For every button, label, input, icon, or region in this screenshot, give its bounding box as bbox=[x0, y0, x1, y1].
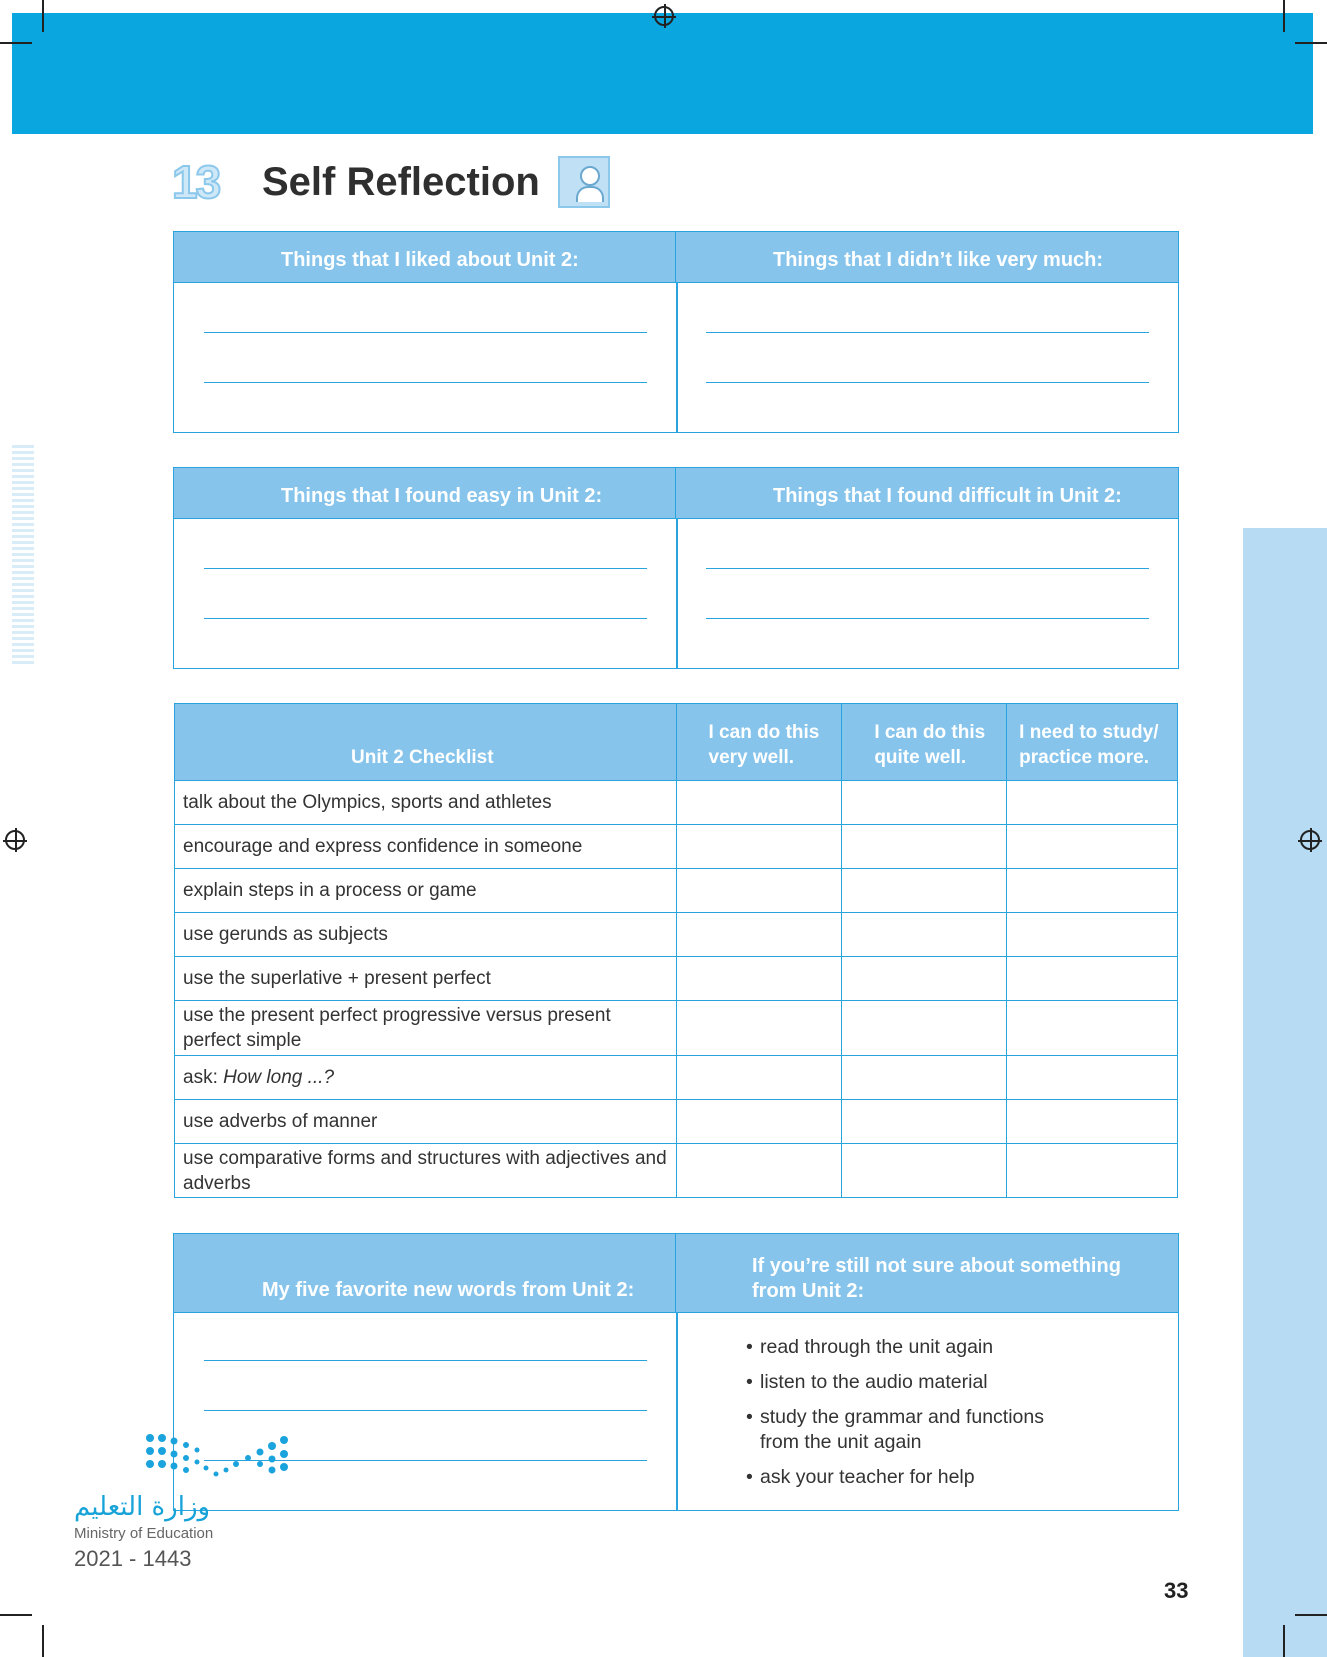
difficult-header: Things that I found difficult in Unit 2: bbox=[676, 468, 1178, 518]
checkbox-cell[interactable] bbox=[1007, 869, 1178, 913]
registration-mark-icon bbox=[5, 830, 25, 850]
checkbox-cell[interactable] bbox=[1007, 781, 1178, 825]
unit-checklist-table bbox=[174, 703, 1178, 1198]
writing-line[interactable] bbox=[706, 568, 1149, 569]
checkbox-cell[interactable] bbox=[676, 1100, 842, 1144]
tips-list bbox=[746, 1335, 1060, 1500]
section-number: 13 bbox=[172, 156, 220, 208]
checkbox-cell[interactable] bbox=[1007, 1001, 1178, 1056]
writing-line[interactable] bbox=[204, 1410, 647, 1411]
checkbox-cell[interactable] bbox=[676, 781, 842, 825]
table-row bbox=[175, 825, 1178, 869]
writing-line[interactable] bbox=[204, 618, 647, 619]
self-reflection-icon bbox=[558, 156, 610, 208]
checklist-item: use the present perfect progressive versus present perfect simple bbox=[175, 1001, 677, 1056]
edge-strip bbox=[12, 445, 34, 665]
checkbox-cell[interactable] bbox=[676, 957, 842, 1001]
checklist-item: encourage and express confidence in someone bbox=[175, 825, 677, 869]
checklist-item: explain steps in a process or game bbox=[175, 869, 677, 913]
checklist-item: use gerunds as subjects bbox=[175, 913, 677, 957]
checkbox-cell[interactable] bbox=[676, 1001, 842, 1056]
registration-mark-icon bbox=[1300, 830, 1320, 850]
col-quite-well: I can do this quite well. bbox=[842, 704, 1007, 781]
table-row bbox=[175, 913, 1178, 957]
list-item: • study the grammar and functions from the unit again bbox=[746, 1405, 1060, 1455]
table-row bbox=[175, 869, 1178, 913]
checklist-title: Unit 2 Checklist bbox=[175, 704, 677, 781]
checklist-item: use the superlative + present perfect bbox=[175, 957, 677, 1001]
checkbox-cell[interactable] bbox=[842, 957, 1007, 1001]
checkbox-cell[interactable] bbox=[842, 1001, 1007, 1056]
not-sure-header: If you’re still not sure about something from Unit 2: bbox=[676, 1234, 1178, 1312]
table-row bbox=[175, 1001, 1178, 1056]
checkbox-cell[interactable] bbox=[842, 1100, 1007, 1144]
checklist-item: talk about the Olympics, sports and athletes bbox=[175, 781, 677, 825]
table-row bbox=[175, 1056, 1178, 1100]
checkbox-cell[interactable] bbox=[1007, 825, 1178, 869]
checkbox-cell[interactable] bbox=[1007, 1056, 1178, 1100]
disliked-header: Things that I didn’t like very much: bbox=[676, 232, 1178, 282]
favorite-words-header: My five favorite new words from Unit 2: bbox=[174, 1234, 676, 1312]
edition-year: 2021 - 1443 bbox=[74, 1546, 192, 1571]
writing-line[interactable] bbox=[706, 332, 1149, 333]
checklist-item: use adverbs of manner bbox=[175, 1100, 677, 1144]
crop-mark bbox=[0, 42, 32, 44]
side-tab bbox=[1243, 528, 1327, 1657]
writing-line[interactable] bbox=[204, 332, 647, 333]
registration-mark-icon bbox=[654, 6, 674, 26]
easy-difficult-box bbox=[173, 467, 1179, 669]
checkbox-cell[interactable] bbox=[676, 869, 842, 913]
writing-line[interactable] bbox=[204, 382, 647, 383]
easy-header: Things that I found easy in Unit 2: bbox=[174, 468, 676, 518]
table-row bbox=[175, 781, 1178, 825]
checkbox-cell[interactable] bbox=[842, 825, 1007, 869]
writing-line[interactable] bbox=[204, 568, 647, 569]
crop-mark bbox=[42, 1625, 44, 1657]
checkbox-cell[interactable] bbox=[676, 825, 842, 869]
checkbox-cell[interactable] bbox=[676, 913, 842, 957]
checkbox-cell[interactable] bbox=[842, 1144, 1007, 1198]
page-title: Self Reflection bbox=[262, 159, 540, 204]
checkbox-cell[interactable] bbox=[842, 781, 1007, 825]
ministry-logo-icon bbox=[140, 1430, 300, 1500]
checkbox-cell[interactable] bbox=[1007, 1144, 1178, 1198]
table-row bbox=[175, 957, 1178, 1001]
checkbox-cell[interactable] bbox=[842, 869, 1007, 913]
writing-line[interactable] bbox=[706, 382, 1149, 383]
table-row bbox=[175, 1144, 1178, 1198]
crop-mark bbox=[0, 1614, 32, 1616]
checkbox-cell[interactable] bbox=[1007, 1100, 1178, 1144]
checkbox-cell[interactable] bbox=[676, 1056, 842, 1100]
crop-mark bbox=[42, 0, 44, 32]
italic-phrase: How long ...? bbox=[223, 1066, 335, 1088]
col-very-well: I can do this very well. bbox=[676, 704, 842, 781]
crop-mark bbox=[1295, 42, 1327, 44]
page-number: 33 bbox=[1164, 1578, 1189, 1603]
top-banner bbox=[12, 13, 1313, 134]
checkbox-cell[interactable] bbox=[676, 1144, 842, 1198]
liked-header: Things that I liked about Unit 2: bbox=[174, 232, 676, 282]
liked-disliked-box bbox=[173, 231, 1179, 433]
ministry-arabic-name: وزارة التعليم bbox=[74, 1492, 211, 1522]
ministry-english-name: Ministry of Education bbox=[74, 1525, 214, 1542]
writing-line[interactable] bbox=[204, 1360, 647, 1361]
crop-mark bbox=[1283, 0, 1285, 32]
crop-mark bbox=[1283, 1625, 1285, 1657]
col-need-study: I need to study/ practice more. bbox=[1007, 704, 1178, 781]
checkbox-cell[interactable] bbox=[842, 913, 1007, 957]
list-item: • read through the unit again bbox=[746, 1335, 1060, 1360]
table-row bbox=[175, 1100, 1178, 1144]
crop-mark bbox=[1295, 1614, 1327, 1616]
checkbox-cell[interactable] bbox=[1007, 957, 1178, 1001]
checkbox-cell[interactable] bbox=[1007, 913, 1178, 957]
checkbox-cell[interactable] bbox=[842, 1056, 1007, 1100]
list-item: • listen to the audio material bbox=[746, 1370, 1060, 1395]
writing-line[interactable] bbox=[706, 618, 1149, 619]
section-heading bbox=[172, 152, 610, 212]
checklist-item: ask: How long ...? bbox=[175, 1056, 677, 1100]
checklist-item: use comparative forms and structures with adjectives and adverbs bbox=[175, 1144, 677, 1198]
list-item: • ask your teacher for help bbox=[746, 1465, 1060, 1490]
